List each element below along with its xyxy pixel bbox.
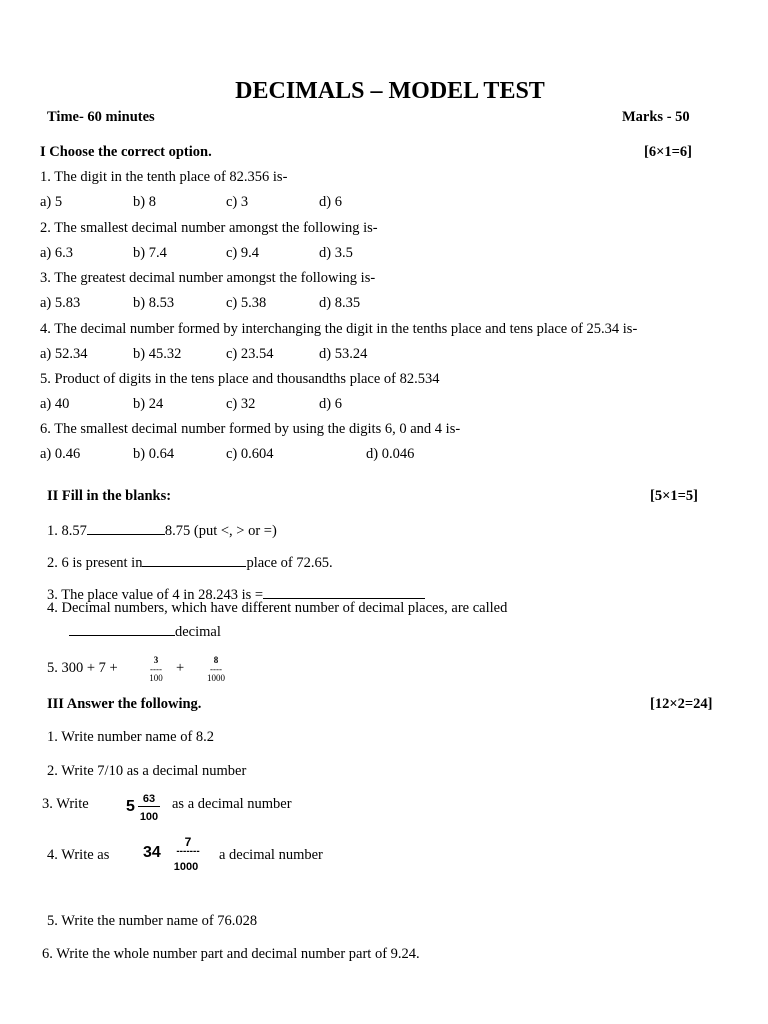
answer-question-4-post: a decimal number xyxy=(219,847,323,863)
mcq-option: b) 24 xyxy=(133,396,164,412)
fill-blank-2-pre: 2. 6 is present in xyxy=(47,555,143,571)
mcq-option: b) 45.32 xyxy=(133,346,182,362)
section-2-marks: [5×1=5] xyxy=(650,488,698,504)
mcq-option: d) 3.5 xyxy=(319,245,353,261)
mcq-option: a) 0.46 xyxy=(40,446,81,462)
mcq-option: d) 6 xyxy=(319,396,342,412)
fraction-8-over-1000 xyxy=(204,655,228,684)
mcq-option: d) 53.24 xyxy=(319,346,368,362)
mcq-option: a) 6.3 xyxy=(40,245,74,261)
fill-blank-2-post: place of 72.65. xyxy=(246,555,333,571)
section-3-marks: [12×2=24] xyxy=(650,696,713,712)
mcq-option: c) 23.54 xyxy=(226,346,274,362)
answer-question-5: 5. Write the number name of 76.028 xyxy=(47,913,258,929)
blank-line xyxy=(69,621,175,636)
fill-blank-3-pre: 3. The place value of 4 in 28.243 is = xyxy=(47,587,264,603)
fraction-denominator: 1000 xyxy=(207,673,225,683)
fill-blank-1 xyxy=(47,520,277,540)
mixed-number-whole: 34 xyxy=(143,844,161,861)
fill-blank-4-line2 xyxy=(69,621,221,641)
mcq-option: a) 5 xyxy=(40,194,63,210)
mcq-option: d) 8.35 xyxy=(319,295,361,311)
fill-blank-1-pre: 1. 8.57 xyxy=(47,523,87,539)
fill-blank-4-post: decimal xyxy=(175,624,221,640)
section-2-heading: II Fill in the blanks: xyxy=(47,488,172,504)
mixed-number-numerator: 7 xyxy=(184,835,192,849)
time-label: Time- 60 minutes xyxy=(47,109,155,125)
mcq-question: 1. The digit in the tenth place of 82.356 is- xyxy=(40,169,288,185)
mcq-option: a) 5.83 xyxy=(40,295,81,311)
blank-line xyxy=(87,520,165,535)
blank-line xyxy=(142,552,246,567)
answer-question-3-post: as a decimal number xyxy=(172,796,292,812)
fraction-numerator: 3 xyxy=(153,655,159,665)
fraction-denominator: 100 xyxy=(149,673,163,683)
mcq-option: a) 52.34 xyxy=(40,346,88,362)
answer-question-1: 1. Write number name of 8.2 xyxy=(47,729,215,745)
mixed-number-numerator: 63 xyxy=(138,793,160,807)
fill-blank-4-line1: 4. Decimal numbers, which have different number of decimal places, are called xyxy=(47,600,508,616)
mixed-number-whole: 5 xyxy=(126,798,135,815)
blank-line xyxy=(263,584,425,599)
mcq-option: c) 3 xyxy=(226,194,249,210)
mcq-option: c) 32 xyxy=(226,396,256,412)
fraction-bar: ---- xyxy=(150,664,162,674)
fill-blank-1-post: 8.75 (put <, > or =) xyxy=(164,523,277,539)
answer-question-4-pre: 4. Write as xyxy=(47,847,110,863)
answer-question-2: 2. Write 7/10 as a decimal number xyxy=(47,763,247,779)
mcq-question: 6. The smallest decimal number formed by using the digits 6, 0 and 4 is- xyxy=(40,421,461,437)
mcq-option: a) 40 xyxy=(40,396,70,412)
fraction-numerator: 8 xyxy=(213,655,219,665)
mcq-question: 3. The greatest decimal number amongst the following is- xyxy=(40,270,376,286)
answer-question-6: 6. Write the whole number part and decimal number part of 9.24. xyxy=(42,946,420,962)
mcq-option: c) 9.4 xyxy=(226,245,260,261)
fill-blank-5-pre: 5. 300 + 7 + xyxy=(47,660,118,676)
fraction-3-over-100 xyxy=(146,655,166,684)
mcq-question: 5. Product of digits in the tens place and thousandths place of 82.534 xyxy=(40,371,440,387)
mcq-option: b) 8 xyxy=(133,194,156,210)
fill-blank-2 xyxy=(47,552,333,572)
fraction-bar: ---- xyxy=(210,664,222,674)
page-title: DECIMALS – MODEL TEST xyxy=(235,78,545,104)
mcq-question: 2. The smallest decimal number amongst the following is- xyxy=(40,220,378,236)
answer-question-3-pre: 3. Write xyxy=(42,796,89,812)
mixed-number-bar: ------- xyxy=(176,846,200,857)
mcq-option: b) 0.64 xyxy=(133,446,175,462)
plus-sign: + xyxy=(176,660,185,676)
mcq-option: b) 8.53 xyxy=(133,295,175,311)
mcq-question: 4. The decimal number formed by interchanging the digit in the tenths place and tens place of 25.34 is- xyxy=(40,321,638,337)
mcq-option: c) 0.604 xyxy=(226,446,274,462)
mixed-number-denominator: 100 xyxy=(139,811,159,823)
mcq-option: d) 0.046 xyxy=(366,446,415,462)
mixed-number-denominator: 1000 xyxy=(173,861,199,873)
mcq-option: d) 6 xyxy=(319,194,342,210)
mcq-option: b) 7.4 xyxy=(133,245,167,261)
section-3-heading: III Answer the following. xyxy=(47,696,202,712)
section-1-marks: [6×1=6] xyxy=(644,144,692,160)
section-1-heading: I Choose the correct option. xyxy=(40,144,212,160)
marks-label: Marks - 50 xyxy=(622,109,690,125)
mcq-option: c) 5.38 xyxy=(226,295,267,311)
